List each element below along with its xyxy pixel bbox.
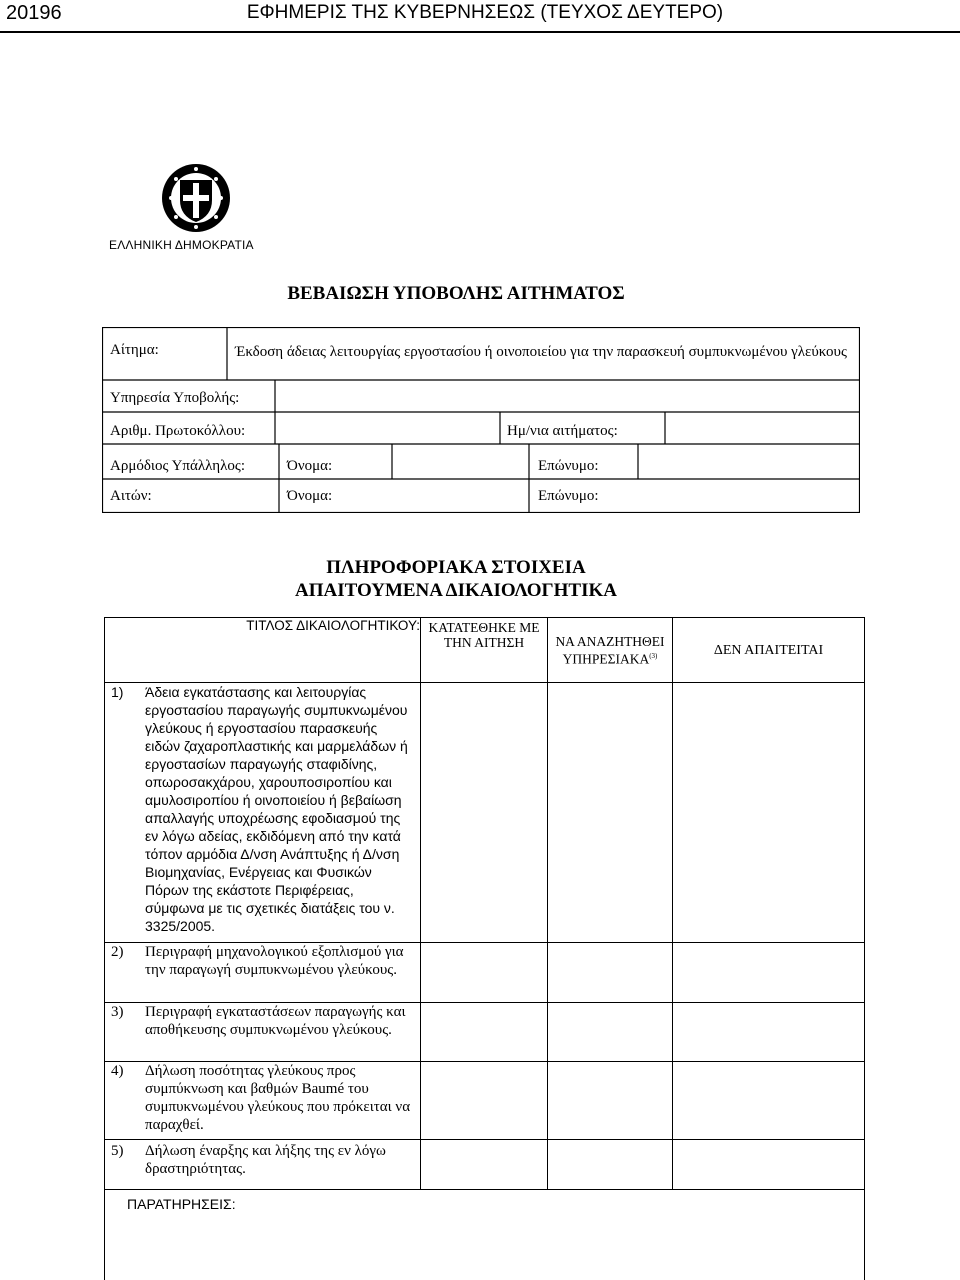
protocol-label: Αριθμ. Πρωτοκόλλου: (110, 423, 246, 439)
item-number: 1) (111, 684, 124, 700)
service-lookup-checkbox-cell[interactable] (548, 1140, 673, 1190)
not-required-header: ΔΕΝ ΑΠΑΙΤΕΙΤΑΙ (673, 618, 865, 683)
not-required-checkbox-cell[interactable] (673, 1062, 865, 1140)
item-text: Δήλωση έναρξης και λήξης της εν λόγω δραστηριότητας. (145, 1143, 386, 1177)
remarks-label: ΠΑΡΑΤΗΡΗΣΕΙΣ: (127, 1196, 236, 1212)
request-label: Αίτημα: (110, 342, 159, 358)
submitted-checkbox-cell[interactable] (421, 1062, 548, 1140)
table-row (105, 1003, 865, 1062)
service-lookup-checkbox-cell[interactable] (548, 943, 673, 1003)
item-number: 5) (111, 1143, 124, 1159)
item-number: 2) (111, 944, 124, 960)
gazette-title: ΕΦΗΜΕΡΙΣ ΤΗΣ ΚΥΒΕΡΝΗΣΕΩΣ (ΤΕΥΧΟΣ ΔΕΥΤΕΡΟ) (246, 2, 724, 23)
service-lookup-checkbox-cell[interactable] (548, 1062, 673, 1140)
officer-label: Αρμόδιος Υπάλληλος: (110, 458, 245, 474)
republic-label: ΕΛΛΗΝΙΚΗ ΔΗΜΟΚΡΑΤΙΑ (109, 238, 254, 252)
item-number: 3) (111, 1004, 124, 1020)
service-lookup-header: ΝΑ ΑΝΑΖΗΤΗΘΕΙ ΥΠΗΡΕΣΙΑΚΑ$^{(3)}$ (548, 618, 673, 683)
item-text: Άδεια εγκατάστασης και λειτουργίας εργοστασίου παραγωγής συμπυκνωμένου γλεύκους ή εργοστασίου παρασκευής ειδών ζαχαροπλαστικής και μαρμελάδων ή εργοστασίων παραγωγής σταφιδίνης, οπωροσακχάρου, χαρουποσιροπίου και αμυλοσιροπίου ή οινοποιείου ή βεβαίωση απαλλαγής υποχρέωσης εφοδιασμού της εν λόγω αδείας, εκδιδόμενη από την κατά τόπον αρμόδια Δ/νση Ανάπτυξης ή Δ/νση Βιομηχανίας, Ενέργειας και Φυσικών Πόρων της εκάστοτε Περιφέρειας, σύμφωνα με τις σχετικές διατάξεις του ν. 3325/2005. (145, 684, 408, 934)
info-section-title: ΠΛΗΡΟΦΟΡΙΑΚΑ ΣΤΟΙΧΕΙΑ (326, 557, 586, 578)
item-text: Περιγραφή μηχανολογικού εξοπλισμού για την παραγωγή συμπυκνωμένου γλεύκους. (145, 944, 404, 978)
not-required-checkbox-cell[interactable] (673, 683, 865, 943)
item-text: Περιγραφή εγκαταστάσεων παραγωγής και αποθήκευσης συμπυκνωμένου γλεύκους. (145, 1004, 406, 1038)
service-label: Υπηρεσία Υποβολής: (110, 390, 240, 406)
submitted-checkbox-cell[interactable] (421, 683, 548, 943)
submitted-header: ΚΑΤΑΤΕΘΗΚΕ ΜΕ ΤΗΝ ΑΙΤΗΣΗ (421, 618, 548, 683)
service-lookup-checkbox-cell[interactable] (548, 1003, 673, 1062)
applicant-surname-label: Επώνυμο: (538, 488, 599, 504)
not-required-checkbox-cell[interactable] (673, 943, 865, 1003)
table-row (105, 1140, 865, 1190)
submitted-checkbox-cell[interactable] (421, 1140, 548, 1190)
table-row (105, 1062, 865, 1140)
officer-first-name-label: Όνομα: (287, 458, 333, 474)
request-value: Έκδοση άδειας λειτουργίας εργοστασίου ή οινοποιείου για την παρασκευή συμπυκνωμένου γλεύκους (235, 344, 847, 360)
doc-title-header: ΤΙΤΛΟΣ ΔΙΚΑΙΟΛΟΓΗΤΙΚΟΥ: (105, 618, 421, 683)
not-required-checkbox-cell[interactable] (673, 1140, 865, 1190)
submitted-checkbox-cell[interactable] (421, 943, 548, 1003)
not-required-checkbox-cell[interactable] (673, 1003, 865, 1062)
header-rule (0, 31, 960, 33)
greek-coat-of-arms-icon (160, 162, 232, 234)
table-row (105, 683, 865, 943)
remarks-field[interactable] (105, 1190, 865, 1280)
submitted-checkbox-cell[interactable] (421, 1003, 548, 1062)
required-docs-title: ΑΠΑΙΤΟΥΜΕΝΑ ΔΙΚΑΙΟΛΟΓΗΤΙΚΑ (295, 580, 617, 601)
applicant-first-name-label: Όνομα: (287, 488, 333, 504)
table-row (105, 943, 865, 1003)
request-date-label: Ημ/νια αιτήματος: (507, 423, 618, 439)
service-lookup-checkbox-cell[interactable] (548, 683, 673, 943)
item-text: Δήλωση ποσότητας γλεύκους προς συμπύκνωση και βαθμών Baumé του συμπυκνωμένου γλεύκους που πρόκειται να παραχθεί. (145, 1063, 411, 1133)
applicant-label: Αιτών: (110, 488, 152, 504)
officer-surname-label: Επώνυμο: (538, 458, 599, 474)
item-number: 4) (111, 1063, 124, 1079)
document-title: ΒΕΒΑΙΩΣΗ ΥΠΟΒΟΛΗΣ ΑΙΤΗΜΑΤΟΣ (287, 283, 625, 304)
page-number: 20196 (6, 2, 62, 24)
required-documents-table (104, 617, 865, 1280)
